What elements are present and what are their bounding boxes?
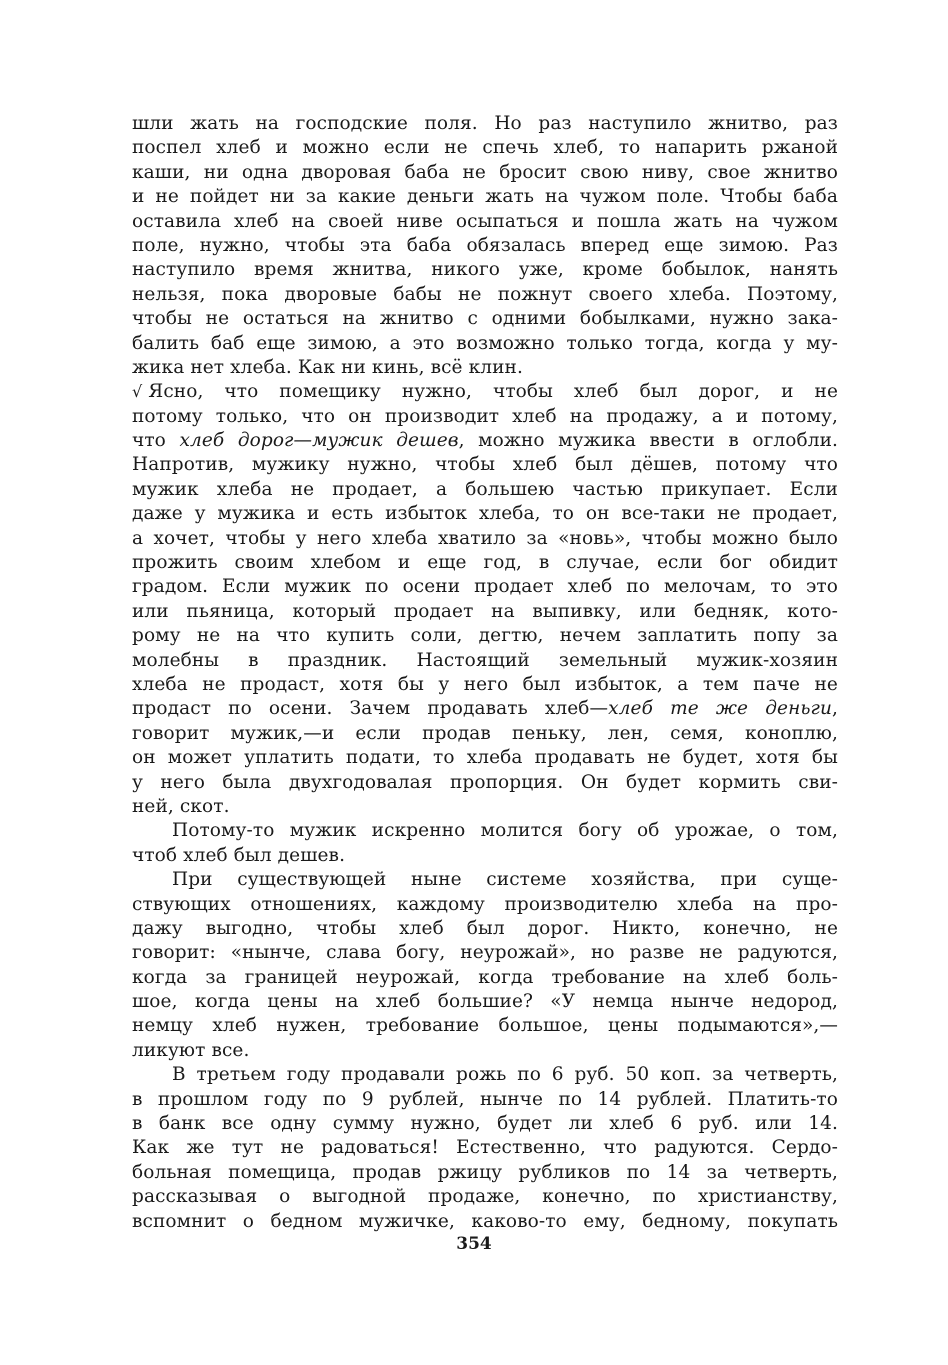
text-line: мужик хлеба не продает, а большею частью прикупает. Если xyxy=(132,478,838,500)
text-line: каши, ни одна дворовая баба не бросит свою ниву, свое жнитво xyxy=(132,161,838,183)
page-number: 354 xyxy=(456,1234,492,1254)
text-line: балить баб еще зимою, а это возможно только тогда, когда у му- xyxy=(132,332,838,354)
document-page xyxy=(132,112,838,1234)
text-line: дажу выгодно, чтобы хлеб был дорог. Никто, конечно, не xyxy=(132,917,838,939)
text-line: молебны в праздник. Настоящий земельный мужик-хозяин xyxy=(132,649,838,671)
text-line: в прошлом году по 9 рублей, нынче по 14 рублей. Платить-то xyxy=(132,1088,838,1110)
text-line: прожить своим хлебом и еще год, в случае, если бог обидит xyxy=(132,552,838,574)
text-line: ней, скот. xyxy=(132,795,230,817)
text-line: даже у мужика и есть избыток хлеба, то он все-таки не продает, xyxy=(132,503,838,525)
paragraph-4 xyxy=(132,868,838,1063)
text-line: у него была двухгодовалая пропорция. Он будет кормить сви- xyxy=(132,771,838,793)
text-line: поле, нужно, чтобы эта баба обязалась вперед еще зимою. Раз xyxy=(132,234,838,256)
text-line: жика нет хлеба. Как ни кинь, всё клин. xyxy=(132,356,523,378)
text-line: рому не на что купить соли, дегтю, нечем заплатить попу за xyxy=(132,625,838,647)
text-line: и не пойдет ни за какие деньги жать на чужом поле. Чтобы баба xyxy=(132,186,838,208)
text-line: больная помещица, продав ржицу рубликов по 14 за четверть, xyxy=(132,1161,838,1183)
text-line: говорит: «нынче, слава богу, неурожай», но разве не радуются, xyxy=(132,942,838,964)
margin-check-mark: √ xyxy=(132,382,143,402)
text-line: хлеба не продаст, хотя бы у него был избыток, а тем паче не xyxy=(132,673,838,695)
text-line: Как же тут не радоваться! Естественно, что радуются. Сердо- xyxy=(132,1137,838,1159)
text-line: градом. Если мужик по осени продает хлеб по мелочам, то это xyxy=(132,576,838,598)
paragraph-2 xyxy=(132,380,838,819)
italic-phrase: хлеб те же деньги xyxy=(608,698,833,720)
text-line: ликуют все. xyxy=(132,1039,250,1061)
text-line: немцу хлеб нужен, требование большое, цены подымаются»,— xyxy=(132,1015,838,1037)
text-line: он может уплатить подати, то хлеба продавать не будет, хотя бы xyxy=(132,747,838,769)
text-line: чтобы не остаться на жнитво с одними бобылками, нужно зака- xyxy=(132,308,838,330)
text-line: В третьем году продавали рожь по 6 руб. 50 коп. за четверть, xyxy=(172,1064,838,1086)
text-line: или пьяница, который продает на выпивку, или бедняк, кото- xyxy=(132,600,838,622)
text-line: Напротив, мужику нужно, чтобы хлеб был дёшев, потому что xyxy=(132,454,838,476)
text-line: говорит мужик,—и если продав пеньку, лен, семя, коноплю, xyxy=(132,722,838,744)
text-line: а хочет, чтобы у него хлеба хватило за «новь», чтобы можно было xyxy=(132,527,838,549)
text-line: оставила хлеб на своей ниве осыпаться и пошла жать на чужом xyxy=(132,210,838,232)
italic-phrase: хлеб дорог—мужик дешев xyxy=(179,430,459,452)
paragraph-3 xyxy=(132,819,838,868)
text-line: чтоб хлеб был дешев. xyxy=(132,844,346,866)
text-line: шли жать на господские поля. Но раз наступило жнитво, раз xyxy=(132,113,838,134)
text-line: ствующих отношениях, каждому производителю хлеба на про- xyxy=(132,893,838,915)
text-line: поспел хлеб и можно если не спечь хлеб, то напарить ржаной xyxy=(132,137,838,159)
text-line-with-mark xyxy=(132,380,838,404)
text-line: При существующей ныне системе хозяйства, при суще- xyxy=(172,869,838,891)
text-line: наступило время жнитва, никого уже, кроме бобылок, нанять xyxy=(132,259,838,281)
text-line: нельзя, пока дворовые бабы не пожнут своего хлеба. Поэтому, xyxy=(132,283,838,305)
text-line: шое, когда цены на хлеб большие? «У немца нынче недород, xyxy=(132,991,838,1013)
text-line: вспомнит о бедном мужичке, каково-то ему, бедному, покупать xyxy=(132,1210,838,1232)
text-line: потому только, что он производит хлеб на продажу, а и потому, xyxy=(132,405,838,427)
paragraph-1 xyxy=(132,112,838,380)
text-line: рассказывая о выгодной продаже, конечно, по христианству, xyxy=(132,1186,838,1208)
text-line: Потому-то мужик искренно молится богу об урожае, о том, xyxy=(172,820,838,842)
text-line-content: Ясно, что помещику нужно, чтобы хлеб был дорог, и не xyxy=(148,381,838,403)
text-line: продаст по осени. Зачем продавать хлеб—хлеб те же деньги, xyxy=(132,698,838,720)
paragraph-5 xyxy=(132,1063,838,1234)
text-line: что хлеб дорог—мужик дешев, можно мужика ввести в оглобли. xyxy=(132,430,838,452)
text-line: в банк все одну сумму нужно, будет ли хлеб 6 руб. или 14. xyxy=(132,1113,838,1135)
text-line: когда за границей неурожай, когда требование на хлеб боль- xyxy=(132,966,838,988)
